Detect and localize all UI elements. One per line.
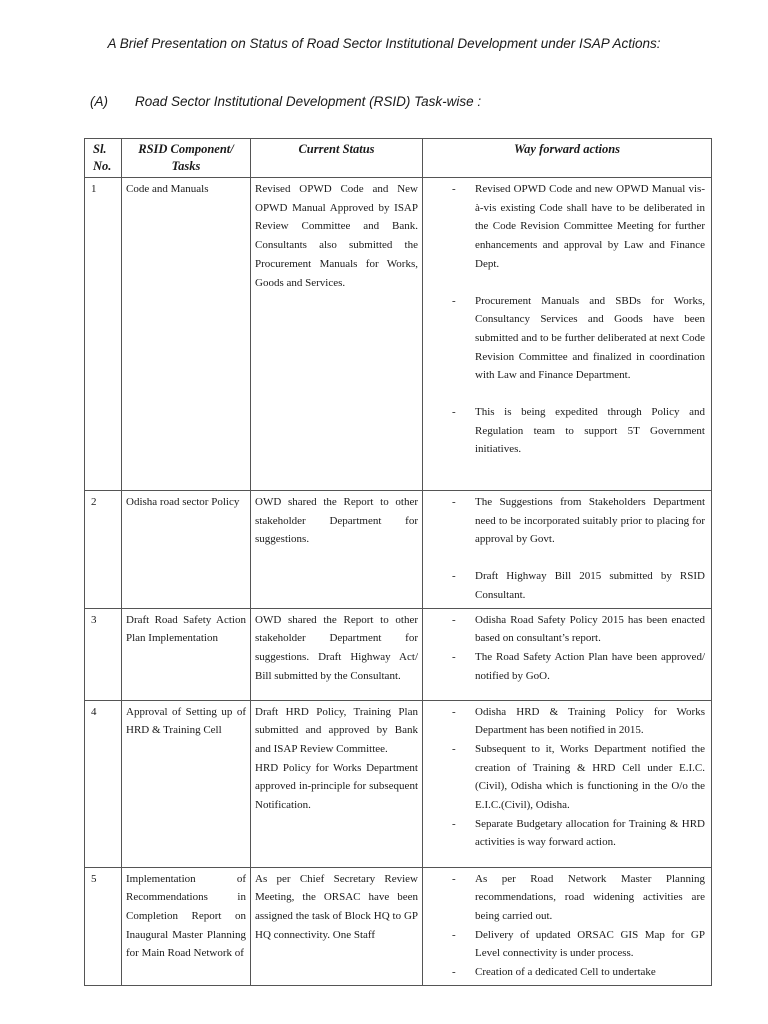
status-cell bbox=[251, 867, 423, 985]
way-forward-cell bbox=[423, 178, 712, 491]
table-row bbox=[85, 608, 712, 700]
way-forward-list bbox=[427, 870, 707, 982]
sl-no-cell: 2 bbox=[85, 491, 122, 609]
way-forward-cell bbox=[423, 608, 712, 700]
component-cell: Draft Road Safety Action Plan Implementation bbox=[122, 608, 251, 700]
way-forward-cell bbox=[423, 867, 712, 985]
sl-no-cell: 5 bbox=[85, 867, 122, 985]
section-title: Road Sector Institutional Development (RSID) Task-wise : bbox=[135, 94, 482, 109]
way-forward-text: Creation of a dedicated Cell to undertake bbox=[475, 966, 656, 979]
way-forward-item bbox=[427, 648, 707, 685]
way-forward-text: Delivery of updated ORSAC GIS Map for GP Level connectivity is under process. bbox=[475, 928, 705, 960]
bullet-dash: - bbox=[452, 183, 456, 195]
way-forward-item bbox=[427, 740, 707, 815]
way-forward-text: Separate Budgetary allocation for Training & HRD activities is way forward action. bbox=[475, 817, 705, 849]
way-forward-item bbox=[427, 815, 707, 852]
way-forward-text: Draft Highway Bill 2015 submitted by RSID Consultant. bbox=[475, 570, 705, 601]
status-text: OWD shared the Report to other stakeholder Department for suggestions. Draft Highway Act/ Bill submitted by the Consultant. bbox=[255, 613, 418, 682]
bullet-dash: - bbox=[452, 613, 456, 626]
component-cell: Code and Manuals bbox=[122, 178, 251, 491]
table-header-row bbox=[85, 139, 712, 178]
table-body bbox=[85, 178, 712, 986]
status-text: HRD Policy for Works Department approved in-principle for subsequent Notification. bbox=[255, 761, 418, 812]
component-cell: Approval of Setting up of HRD & Training Cell bbox=[122, 700, 251, 867]
way-forward-item bbox=[427, 493, 707, 549]
way-forward-text: Odisha HRD & Training Policy for Works Department has been notified in 2015. bbox=[475, 705, 705, 737]
way-forward-item bbox=[427, 403, 707, 459]
sl-no-cell: 3 bbox=[85, 608, 122, 700]
status-text: OWD shared the Report to other stakeholder Department for suggestions. bbox=[255, 496, 418, 546]
header-current-status: Current Status bbox=[251, 139, 423, 178]
section-heading bbox=[90, 94, 481, 109]
section-label: (A) bbox=[90, 94, 108, 109]
bullet-dash: - bbox=[452, 817, 456, 830]
table-row bbox=[85, 178, 712, 491]
way-forward-cell bbox=[423, 491, 712, 609]
header-way-forward: Way forward actions bbox=[423, 139, 712, 178]
way-forward-text: This is being expedited through Policy and Regulation team to support 5T Government initiatives. bbox=[475, 406, 705, 456]
document-title: A Brief Presentation on Status of Road Sector Institutional Development under ISAP Actions: bbox=[107, 36, 661, 51]
way-forward-text: The Road Safety Action Plan have been approved/ notified by GoO. bbox=[475, 650, 705, 682]
sl-no-cell: 4 bbox=[85, 700, 122, 867]
way-forward-item bbox=[427, 292, 707, 386]
bullet-dash: - bbox=[452, 496, 456, 508]
header-sl-no: Sl. No. bbox=[85, 139, 122, 178]
bullet-dash: - bbox=[452, 742, 456, 755]
bullet-dash: - bbox=[452, 705, 456, 718]
status-cell bbox=[251, 700, 423, 867]
status-text: Draft HRD Policy, Training Plan submitted and approved by Bank and ISAP Review Committee. bbox=[255, 705, 418, 755]
way-forward-list bbox=[427, 611, 707, 686]
bullet-dash: - bbox=[452, 966, 456, 979]
status-cell bbox=[251, 178, 423, 491]
way-forward-list bbox=[427, 180, 707, 459]
way-forward-item bbox=[427, 703, 707, 740]
way-forward-item bbox=[427, 926, 707, 963]
way-forward-text: Subsequent to it, Works Department notified the creation of Training & HRD Cell under E.I.C.(Civil), Odisha which is functioning in the O/o the E.I.C.(Civil), Odisha. bbox=[475, 742, 705, 812]
status-text: Revised OPWD Code and New OPWD Manual Approved by ISAP Review Committee and Bank. Consultants also submitted the Procurement Manuals for Works, Goods and Services. bbox=[255, 183, 418, 289]
header-component: RSID Component/ Tasks bbox=[122, 139, 251, 178]
bullet-dash: - bbox=[452, 570, 456, 583]
component-cell: Implementation of Recommendations in Completion Report on Inaugural Master Planning for Main Road Network of bbox=[122, 867, 251, 985]
way-forward-item bbox=[427, 963, 707, 982]
bullet-dash: - bbox=[452, 928, 456, 941]
way-forward-item bbox=[427, 180, 707, 274]
bullet-dash: - bbox=[452, 294, 456, 307]
way-forward-text: Procurement Manuals and SBDs for Works, Consultancy Services and Goods have been submitted and to be further deliberated at next Code Revision Committee and finalized in coordination with Law and Finance Department. bbox=[475, 294, 705, 382]
bullet-dash: - bbox=[452, 406, 456, 419]
sl-no-cell: 1 bbox=[85, 178, 122, 491]
way-forward-cell bbox=[423, 700, 712, 867]
component-cell: Odisha road sector Policy bbox=[122, 491, 251, 609]
way-forward-text: Odisha Road Safety Policy 2015 has been enacted based on consultant’s report. bbox=[475, 613, 705, 645]
way-forward-text: Revised OPWD Code and new OPWD Manual vis-à-vis existing Code shall have to be deliberated in the Code Revision Committee Meeting for further enhancements and approval by Law and Finance Dept. bbox=[475, 183, 705, 270]
status-cell bbox=[251, 608, 423, 700]
way-forward-item bbox=[427, 567, 707, 604]
rsid-task-table bbox=[84, 138, 712, 986]
way-forward-text: The Suggestions from Stakeholders Department need to be incorporated suitably prior to placing for approval by Govt. bbox=[475, 496, 705, 546]
bullet-dash: - bbox=[452, 650, 456, 663]
bullet-dash: - bbox=[452, 872, 456, 885]
way-forward-item bbox=[427, 870, 707, 926]
table-row bbox=[85, 867, 712, 985]
status-cell bbox=[251, 491, 423, 609]
table-row bbox=[85, 700, 712, 867]
way-forward-list bbox=[427, 703, 707, 853]
status-text: As per Chief Secretary Review Meeting, the ORSAC have been assigned the task of Block HQ to GP HQ connectivity. One Staff bbox=[255, 872, 418, 941]
table-row bbox=[85, 491, 712, 609]
way-forward-list bbox=[427, 493, 707, 605]
way-forward-item bbox=[427, 611, 707, 648]
way-forward-text: As per Road Network Master Planning recommendations, road widening activities are being carried out. bbox=[475, 872, 705, 922]
